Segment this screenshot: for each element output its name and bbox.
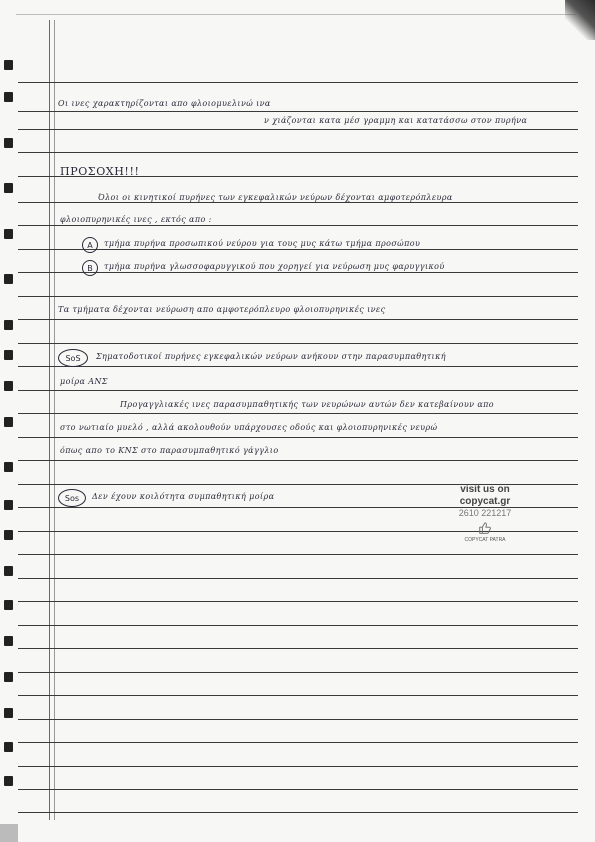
binding-hole [4, 417, 13, 427]
note-line-1: Οι ινες χαρακτηρίζονται απο φλοιομυελινώ ινα [58, 99, 271, 108]
ruled-line [18, 111, 578, 112]
binding-hole [4, 183, 13, 193]
item-a-text: τμήμα πυρήνα προσωπικού νεύρου για τους μυς κάτω τμήμα προσώπου [104, 239, 421, 248]
ruled-line [18, 719, 578, 720]
binding-hole [4, 92, 13, 102]
binding-hole [4, 636, 13, 646]
margin-line [49, 20, 50, 820]
stamp-line-1: visit us on [460, 484, 510, 495]
binding-hole [4, 274, 13, 284]
ruled-line [18, 202, 578, 203]
item-b-text: τμήμα πυρήνα γλωσσοφαρυγγικού που χορηγεί για νεύρωση μυς φαρυγγικού [104, 262, 445, 271]
note-line-4: φλοιοπυρηνικές ινες , εκτός απο : [60, 215, 212, 224]
binding-hole [4, 566, 13, 576]
ruled-line [18, 554, 578, 555]
sos2-text: Δεν έχουν κοιλότητα συμπαθητική μοίρα [92, 492, 275, 501]
binding-hole [4, 60, 13, 70]
ruled-line [18, 625, 578, 626]
note-heading: ΠΡΟΣΟΧΗ!!! [60, 165, 140, 178]
binding-hole [4, 500, 13, 510]
ruled-line [18, 152, 578, 153]
note-line-7: Προγαγγλιακές ινες παρασυμπαθητικής των νευρώνων αυτών δεν κατεβαίνουν απο [120, 400, 495, 409]
ruled-line [18, 319, 578, 320]
stamp-phone: 2610 221217 [458, 508, 512, 518]
note-line-3: Όλοι οι κινητικοί πυρήνες των εγκεφαλικών νεύρων δέχονται αμφοτερόπλευρα [98, 193, 453, 202]
ruled-line [18, 437, 578, 438]
sos2-marker: Sos [58, 489, 86, 507]
note-line-2: ν χιάζονται κατα μέσ γραμμη και κατατάσσω στον πυρήνα [264, 116, 528, 125]
ruled-line [18, 366, 578, 367]
ruled-line [18, 578, 578, 579]
thumbs-up-icon [478, 521, 492, 535]
ruled-line [18, 789, 578, 790]
ruled-line [18, 225, 578, 226]
margin-line-inner [54, 20, 55, 820]
ruled-line [18, 296, 578, 297]
sos1-marker: SoS [58, 349, 88, 367]
binding-hole [4, 600, 13, 610]
binding-hole [4, 462, 13, 472]
binding-hole [4, 138, 13, 148]
binding-hole [4, 742, 13, 752]
ruled-line [18, 413, 578, 414]
ruled-line [18, 695, 578, 696]
binding-hole [4, 381, 13, 391]
sheet-edge [16, 14, 576, 21]
item-a-marker: A [82, 237, 98, 253]
binding-hole [4, 776, 13, 786]
ruled-line [18, 601, 578, 602]
stamp-brand: COPYCAT PATRA [464, 537, 506, 543]
ruled-line [18, 272, 578, 273]
ruled-line [18, 82, 578, 83]
ruled-line [18, 249, 578, 250]
sos1-text: Σηματοδοτικοί πυρήνες εγκεφαλικών νεύρων ανήκουν στην παρασυμπαθητική [96, 352, 446, 361]
ruled-line [18, 129, 578, 130]
note-line-9: όπως απο το ΚΝΣ στο παρασυμπαθητικό γάγγλιο [60, 446, 279, 455]
ruled-line [18, 742, 578, 743]
binding-hole [4, 350, 13, 360]
binding-hole [4, 672, 13, 682]
ruled-line [18, 648, 578, 649]
ruled-line [18, 460, 578, 461]
note-line-6: μοίρα ΑΝΣ [60, 377, 108, 386]
copycat-stamp [430, 484, 540, 543]
note-line-8: στο νωτιαίο μυελό , αλλά ακολουθούν υπάρχουσες οδούς και φλοιοπυρηνικές νευρώ [60, 423, 438, 432]
stamp-line-2: copycat.gr [459, 496, 511, 507]
binding-hole [4, 708, 13, 718]
ruled-line [18, 343, 578, 344]
binding-hole [4, 530, 13, 540]
binding-hole [4, 229, 13, 239]
page-corner-shadow [565, 0, 595, 40]
page-corner-bottom-left [0, 824, 18, 842]
item-b-marker: B [82, 260, 98, 276]
note-line-5: Τα τμήματα δέχονται νεύρωση απο αμφοτερόπλευρο φλοιοπυρηνικές ινες [58, 305, 386, 314]
ruled-line [18, 812, 578, 813]
ruled-line [18, 390, 578, 391]
ruled-line [18, 766, 578, 767]
binding-hole [4, 320, 13, 330]
ruled-line [18, 672, 578, 673]
